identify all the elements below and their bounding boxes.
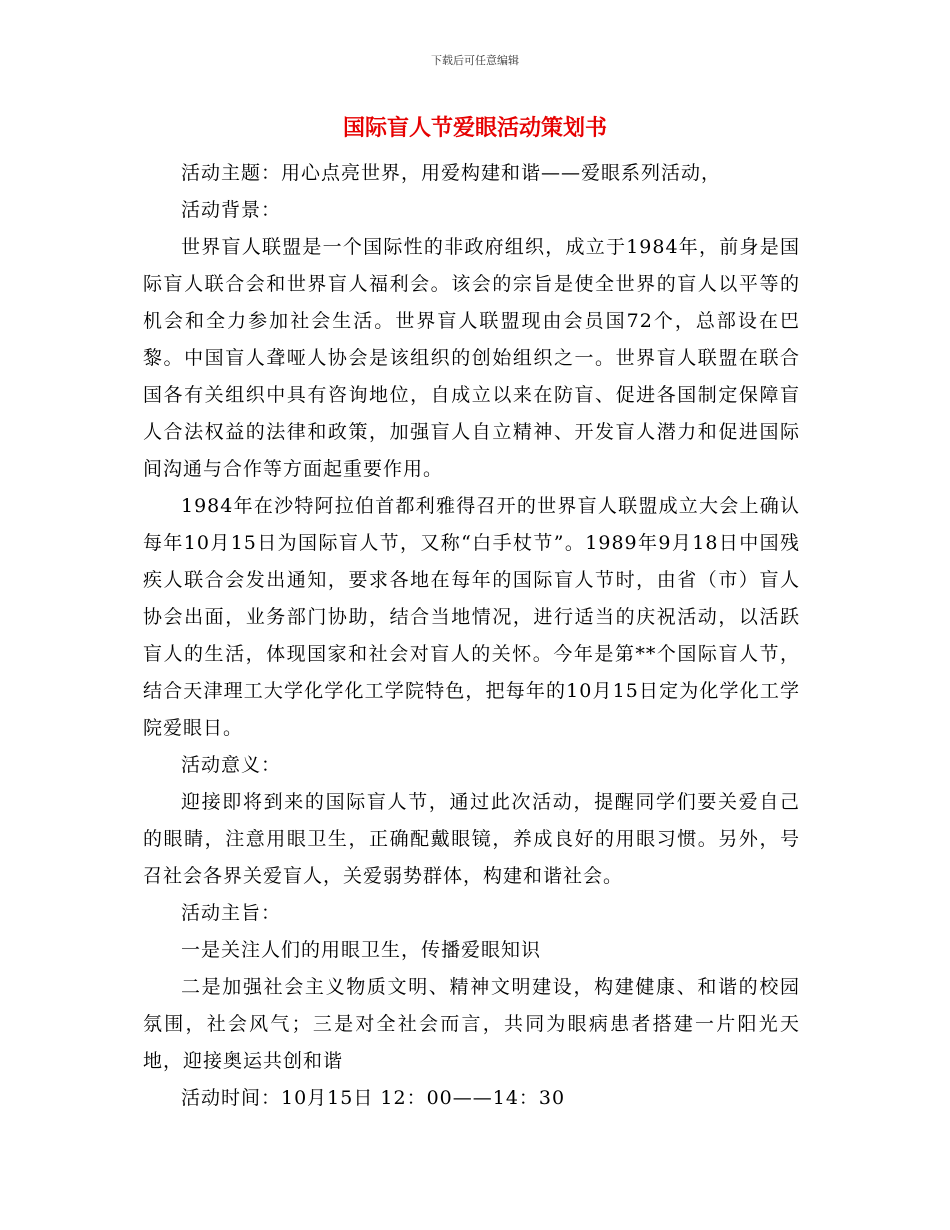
paragraph-purpose-heading: 活动主旨： [181, 902, 282, 924]
paragraph-theme: 活动主题：用心点亮世界，用爱构建和谐——爱眼系列活动， [181, 162, 722, 184]
paragraph-background-heading: 活动背景： [181, 199, 282, 221]
paragraph-history: 1984年在沙特阿拉伯首都利雅得召开的世界盲人联盟成立大会上确认每年10月15日为国际盲人节，又称“白手杖节”。1989年9月18日中国残疾人联合会发出通知，要求各地在每年的国际盲人节时，由省（市）盲人协会出面，业务部门协助，结合当地情况，进行适当的庆祝活动，以活跃盲人的生活，体现国家和社会对盲人的关怀。今年是第**个国际盲人节，结合天津理工大学化学化工学院特色，把每年的10月15日定为化学化工学院爱眼日。 [143, 495, 800, 739]
page-header: 下载后可任意编辑 [431, 54, 519, 67]
paragraph-background: 世界盲人联盟是一个国际性的非政府组织，成立于1984年，前身是国际盲人联合会和世界盲人福利会。该会的宗旨是使全世界的盲人以平等的机会和全力参加社会生活。世界盲人联盟现由会员国72个，总部设在巴黎。中国盲人聋哑人协会是该组织的创始组织之一。世界盲人联盟在联合国各有关组织中具有咨询地位，自成立以来在防盲、促进各国制定保障盲人合法权益的法律和政策，加强盲人自立精神、开发盲人潜力和促进国际间沟通与合作等方面起重要作用。 [143, 236, 800, 480]
paragraph-significance-heading: 活动意义： [181, 754, 282, 776]
document-title: 国际盲人节爱眼活动策划书 [342, 115, 607, 141]
paragraph-significance: 迎接即将到来的国际盲人节，通过此次活动，提醒同学们要关爱自己的眼睛，注意用眼卫生，正确配戴眼镜，养成良好的用眼习惯。另外，号召社会各界关爱盲人，关爱弱势群体，构建和谐社会。 [143, 791, 800, 887]
paragraph-time: 活动时间：10月15日 12：00——14：30 [181, 1087, 566, 1109]
document-body [143, 155, 800, 1117]
paragraph-purpose-two: 二是加强社会主义物质文明、精神文明建设，构建健康、和谐的校园氛围，社会风气；三是对全社会而言，共同为眼病患者搭建一片阳光天地，迎接奥运共创和谐 [143, 976, 800, 1072]
paragraph-purpose-one: 一是关注人们的用眼卫生，传播爱眼知识 [181, 939, 542, 961]
